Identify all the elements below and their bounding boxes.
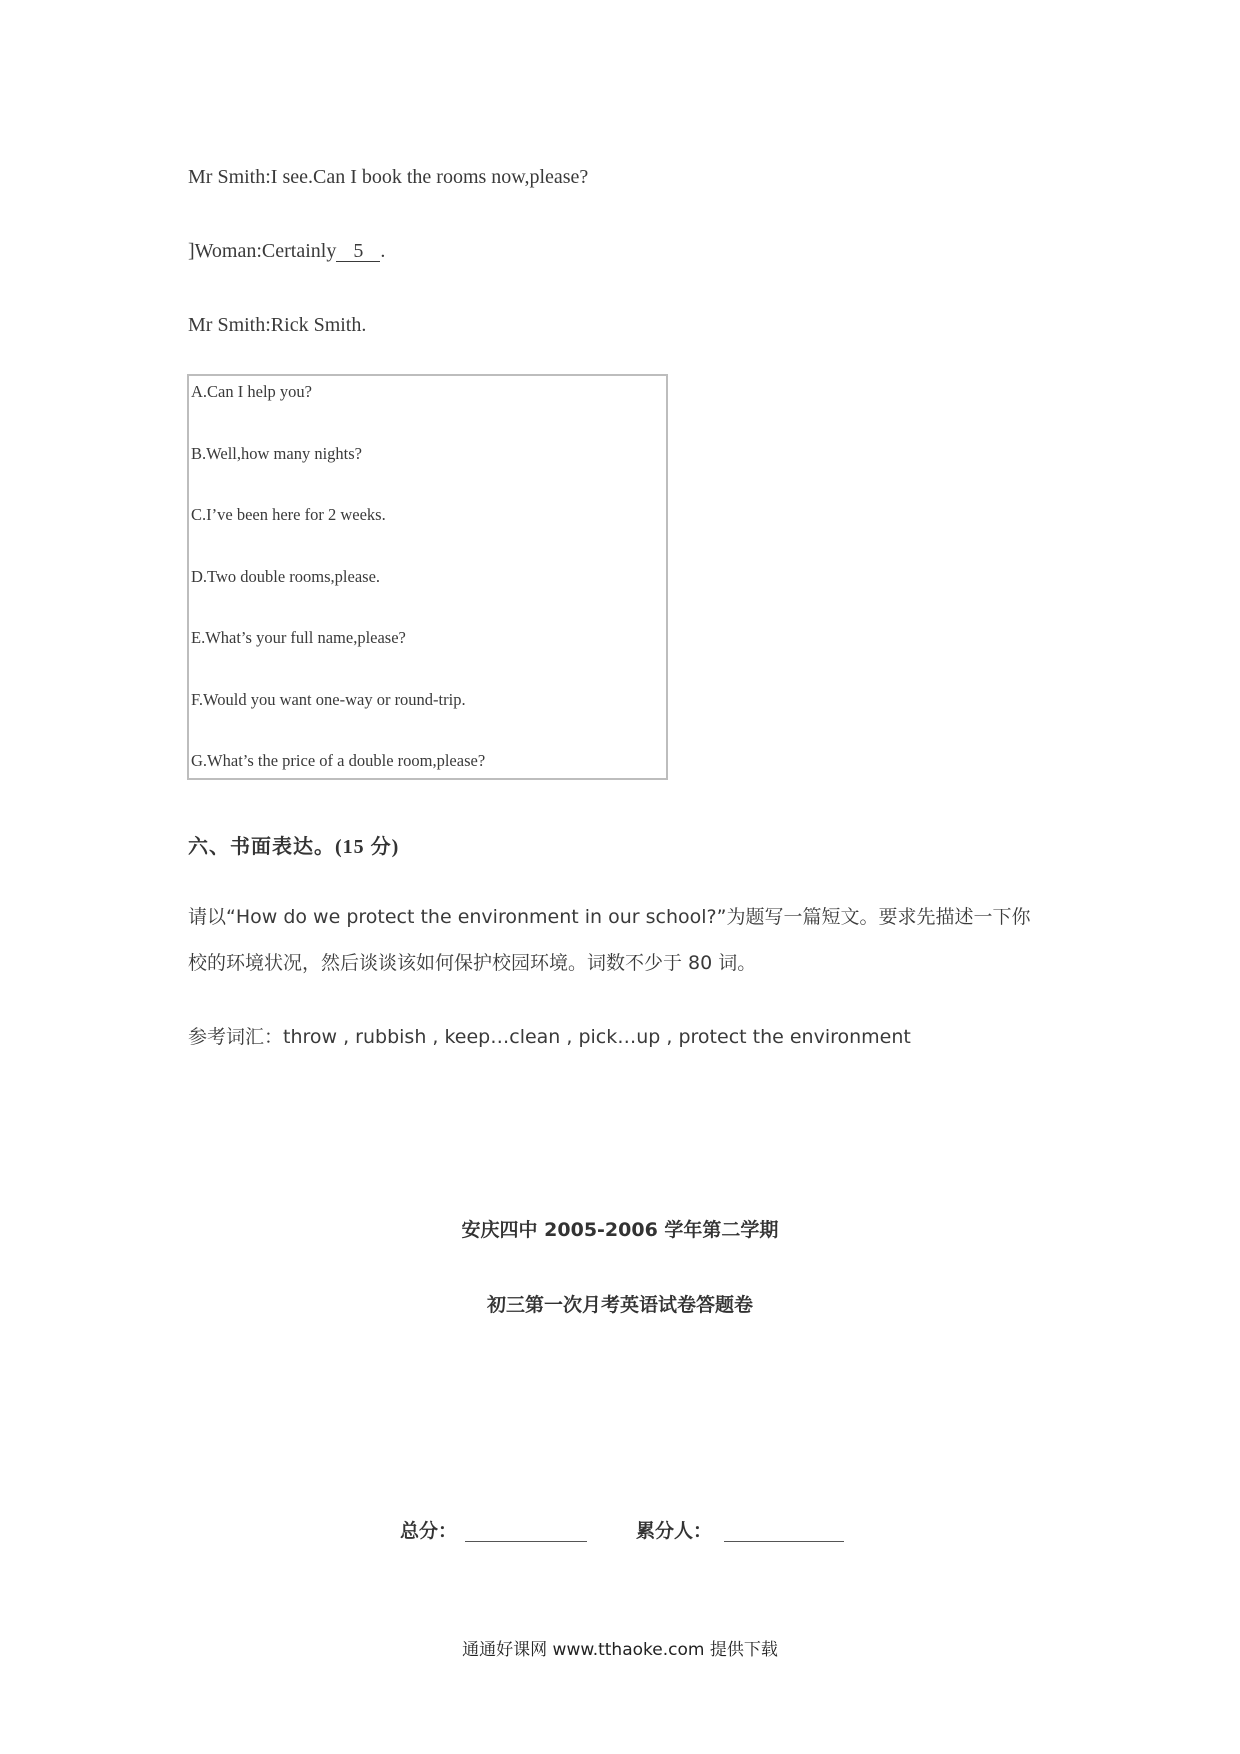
option-e: E.What’s your full name,please? xyxy=(191,628,406,647)
options-box xyxy=(187,374,668,780)
section-title xyxy=(188,830,399,859)
section-points: (15 分) xyxy=(335,836,400,858)
total-score-blank[interactable] xyxy=(465,1541,587,1542)
writing-prompt-line-1: 请以“How do we protect the environment in our school?”为题写一篇短文。要求先描述一下你 xyxy=(188,906,1031,928)
option-g: G.What’s the price of a double room,please? xyxy=(191,751,486,770)
option-f: F.Would you want one-way or round-trip. xyxy=(191,690,466,709)
option-b: B.Well,how many nights? xyxy=(191,444,362,463)
dialogue-line-2-prefix: ]Woman:Certainly xyxy=(188,240,337,262)
answer-blank-5: 5 xyxy=(336,241,380,262)
dialogue-line-2 xyxy=(188,240,385,263)
dialogue-line-3: Mr Smith:Rick Smith. xyxy=(188,314,367,336)
dialogue-line-1: Mr Smith:I see.Can I book the rooms now,please? xyxy=(188,166,589,188)
option-a: A.Can I help you? xyxy=(191,382,312,401)
answer-sheet-title-1: 安庆四中 2005-2006 学年第二学期 xyxy=(461,1219,779,1241)
scorer-blank[interactable] xyxy=(724,1541,844,1542)
answer-sheet-title-2: 初三第一次月考英语试卷答题卷 xyxy=(486,1294,753,1316)
total-score-label: 总分： xyxy=(400,1520,458,1542)
dialogue-line-2-suffix: . xyxy=(380,240,386,262)
option-d: D.Two double rooms,please. xyxy=(191,567,381,586)
scorer-label: 累分人： xyxy=(636,1520,713,1542)
reference-vocab: 参考词汇：throw , rubbish , keep…clean , pick…up , protect the environment xyxy=(188,1026,911,1048)
footer-text: 通通好课网 www.tthaoke.com 提供下载 xyxy=(462,1640,778,1660)
option-c: C.I’ve been here for 2 weeks. xyxy=(191,505,386,524)
section-title-text: 六、书面表达。 xyxy=(188,834,335,858)
writing-prompt-line-2: 校的环境状况，然后谈谈该如何保护校园环境。词数不少于 80 词。 xyxy=(188,952,757,974)
